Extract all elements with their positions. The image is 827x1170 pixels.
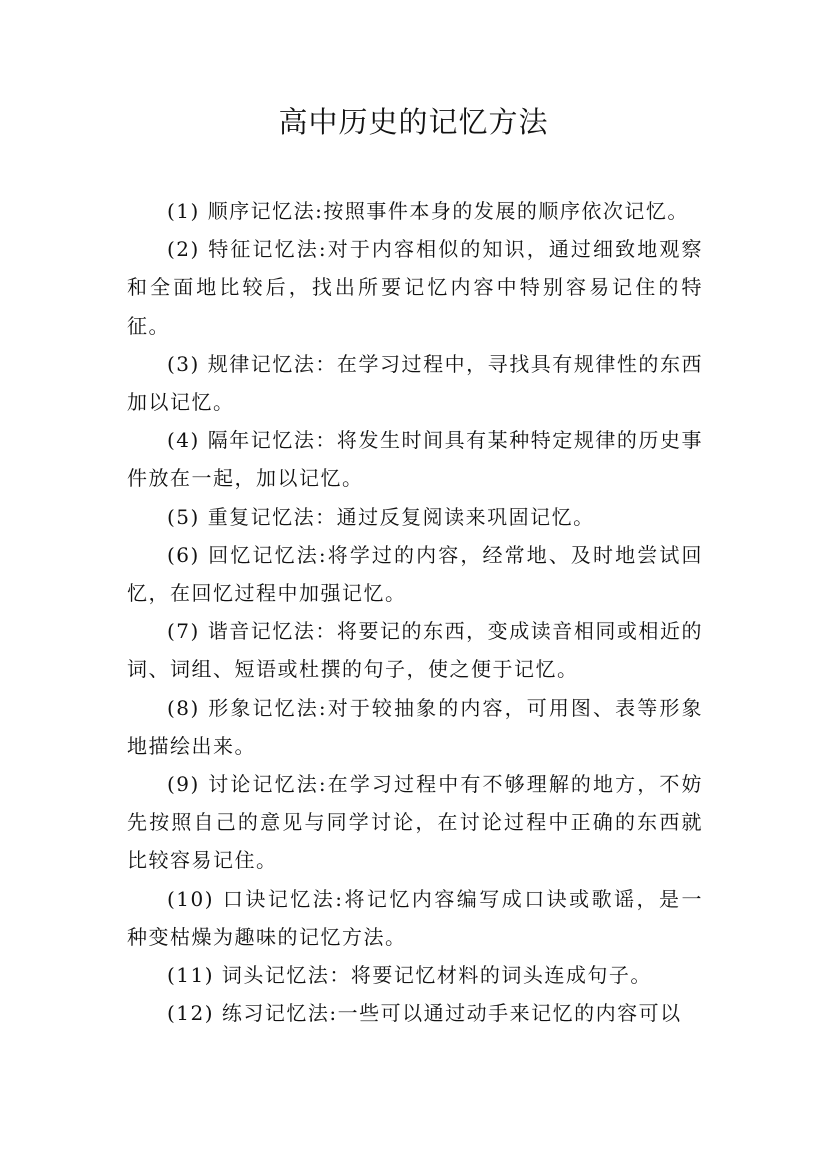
paragraph-5: (5) 重复记忆法：通过反复阅读来巩固记忆。 <box>167 504 595 529</box>
paragraph-8: (8) 形象记忆法:对于较抽象的内容，可用图、表等形象地描绘出来。 <box>127 695 703 758</box>
paragraph-7: (7) 谐音记忆法：将要记的东西，变成读音相同或相近的词、词组、短语或杜撰的句子，使之便于记忆。 <box>127 619 703 682</box>
paragraph-4: (4) 隔年记忆法：将发生时间具有某种特定规律的历史事件放在一起，加以记忆。 <box>127 428 703 491</box>
paragraph-3: (3) 规律记忆法：在学习过程中，寻找具有规律性的东西加以记忆。 <box>127 351 703 415</box>
paragraph-2: (2) 特征记忆法:对于内容相似的知识，通过细致地观察和全面地比较后，找出所要记忆内容中特别容易记住的特征。 <box>127 237 703 338</box>
paragraph-10: (10) 口诀记忆法:将记忆内容编写成口诀或歌谣，是一种变枯燥为趣味的记忆方法。 <box>127 886 703 949</box>
paragraph-9: (9) 讨论记忆法:在学习过程中有不够理解的地方，不妨先按照自己的意见与同学讨论，在讨论过程中正确的东西就比较容易记住。 <box>127 772 703 873</box>
paragraph-6: (6) 回忆记忆法:将学过的内容，经常地、及时地尝试回忆，在回忆过程中加强记忆。 <box>127 542 703 606</box>
paragraph-11: (11) 词头记忆法：将要记忆材料的词头连成句子。 <box>167 963 652 988</box>
document-body <box>127 192 703 1032</box>
page-title: 高中历史的记忆方法 <box>278 105 549 139</box>
paragraph-12: (12) 练习记忆法:一些可以通过动手来记忆的内容可以 <box>167 1001 682 1026</box>
paragraph-1: (1) 顺序记忆法:按照事件本身的发展的顺序依次记忆。 <box>167 199 689 223</box>
